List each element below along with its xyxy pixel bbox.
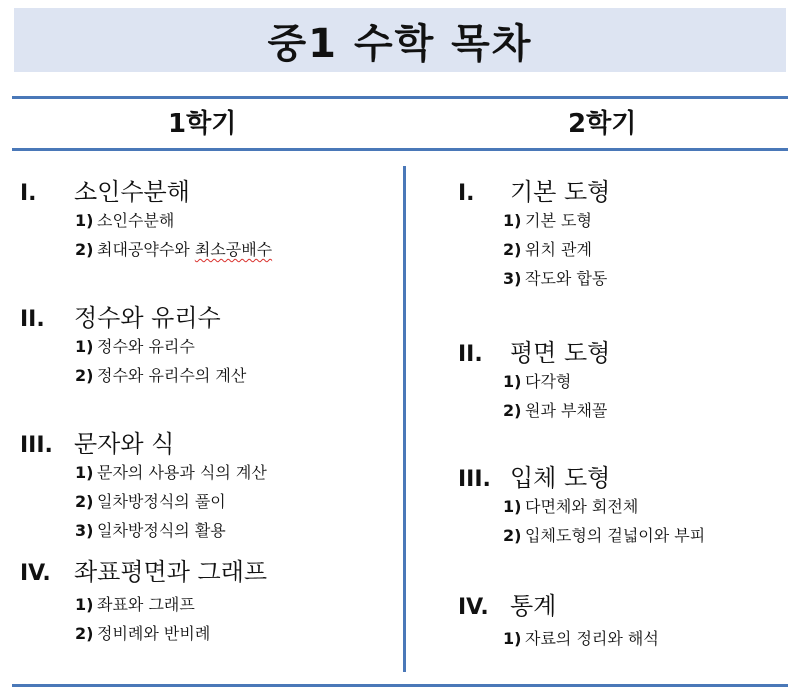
- list-item: [503, 624, 659, 653]
- semester-2-heading: 2학기: [568, 109, 637, 139]
- item-text: 소인수분해: [97, 211, 175, 230]
- item-number: 2): [503, 401, 522, 420]
- item-number: 1): [75, 211, 94, 230]
- item-number: 2): [75, 624, 94, 643]
- chapter-heading: [20, 172, 272, 206]
- chapter-heading: [458, 586, 659, 620]
- spellcheck-marked-text: 최소공배수: [194, 240, 273, 259]
- item-text: 좌표와 그래프: [97, 595, 195, 614]
- item-number: 1): [75, 595, 94, 614]
- chapter-title: 기본 도형: [510, 178, 611, 206]
- item-number: 2): [75, 492, 94, 511]
- chapter-2-3: [458, 458, 705, 550]
- item-number: 1): [75, 337, 94, 356]
- item-number: 1): [503, 629, 522, 648]
- chapter-items: [503, 624, 659, 653]
- chapter-1-1: [20, 172, 272, 264]
- chapter-heading: [20, 424, 267, 458]
- list-item: [503, 492, 705, 521]
- list-item: [75, 235, 272, 264]
- list-item: [75, 206, 272, 235]
- item-text: 일차방정식의 풀이: [97, 492, 226, 511]
- chapter-items: [503, 206, 610, 293]
- item-text: 기본 도형: [525, 211, 592, 230]
- chapter-items: [503, 492, 705, 550]
- list-item: [503, 521, 705, 550]
- chapter-items: [75, 206, 272, 264]
- item-number: 2): [75, 240, 94, 259]
- chapter-title: 문자와 식: [74, 430, 175, 458]
- item-number: 2): [503, 240, 522, 259]
- chapter-numeral: IV.: [458, 595, 489, 620]
- chapter-items: [75, 590, 267, 648]
- chapter-numeral: III.: [458, 467, 491, 492]
- chapter-heading: [458, 333, 610, 367]
- chapter-1-3: [20, 424, 267, 545]
- chapter-heading: [20, 552, 267, 586]
- item-number: 1): [503, 497, 522, 516]
- list-item: [75, 487, 267, 516]
- item-text: 정수와 유리수의 계산: [97, 366, 247, 385]
- item-number: 1): [503, 372, 522, 391]
- chapter-numeral: III.: [20, 433, 53, 458]
- title-banner: [14, 8, 786, 72]
- chapter-title: 평면 도형: [510, 339, 611, 367]
- list-item: [75, 361, 246, 390]
- item-number: 2): [75, 366, 94, 385]
- item-text: 입체도형의 겉넓이와 부피: [525, 526, 706, 545]
- item-text: 위치 관계: [525, 240, 592, 259]
- chapter-items: [75, 458, 267, 545]
- list-item: [75, 590, 267, 619]
- chapter-2-1: [458, 172, 610, 293]
- list-item: [503, 206, 610, 235]
- item-number: 1): [75, 463, 94, 482]
- semester-1-heading: 1학기: [168, 109, 237, 139]
- item-number: 3): [503, 269, 522, 288]
- item-text: 최대공약수와: [97, 240, 195, 259]
- header-rule: [12, 148, 788, 151]
- list-item: [75, 458, 267, 487]
- list-item: [503, 396, 610, 425]
- chapter-items: [503, 367, 610, 425]
- chapter-title: 정수와 유리수: [74, 304, 221, 332]
- chapter-heading: [458, 458, 705, 492]
- chapter-items: [75, 332, 246, 390]
- chapter-1-2: [20, 298, 246, 390]
- chapter-title: 소인수분해: [74, 178, 190, 206]
- chapter-title: 입체 도형: [510, 464, 611, 492]
- list-item: [75, 619, 267, 648]
- list-item: [503, 264, 610, 293]
- chapter-numeral: I.: [20, 181, 37, 206]
- item-number: 1): [503, 211, 522, 230]
- item-text: 다면체와 회전체: [525, 497, 639, 516]
- item-number: 3): [75, 521, 94, 540]
- list-item: [75, 332, 246, 361]
- chapter-title: 통계: [510, 592, 557, 620]
- chapter-2-4: [458, 586, 659, 653]
- item-text: 다각형: [525, 372, 572, 391]
- list-item: [503, 235, 610, 264]
- chapter-numeral: II.: [20, 307, 45, 332]
- item-text: 원과 부채꼴: [525, 401, 608, 420]
- chapter-title: 좌표평면과 그래프: [74, 558, 268, 586]
- chapter-2-2: [458, 333, 610, 425]
- chapter-heading: [458, 172, 610, 206]
- chapter-numeral: IV.: [20, 561, 51, 586]
- item-text: 자료의 정리와 해석: [525, 629, 659, 648]
- list-item: [503, 367, 610, 396]
- page-title: 중1 수학 목차: [267, 20, 533, 67]
- item-text: 문자의 사용과 식의 계산: [97, 463, 267, 482]
- list-item: [75, 516, 267, 545]
- item-number: 2): [503, 526, 522, 545]
- chapter-numeral: II.: [458, 342, 483, 367]
- item-text: 일차방정식의 활용: [97, 521, 226, 540]
- item-text: 정수와 유리수: [97, 337, 195, 356]
- item-text: 정비례와 반비례: [97, 624, 211, 643]
- chapter-1-4: [20, 552, 267, 648]
- chapter-heading: [20, 298, 246, 332]
- column-divider: [403, 166, 406, 672]
- chapter-numeral: I.: [458, 181, 475, 206]
- bottom-rule: [12, 684, 788, 687]
- top-rule: [12, 96, 788, 99]
- item-text: 작도와 합동: [525, 269, 608, 288]
